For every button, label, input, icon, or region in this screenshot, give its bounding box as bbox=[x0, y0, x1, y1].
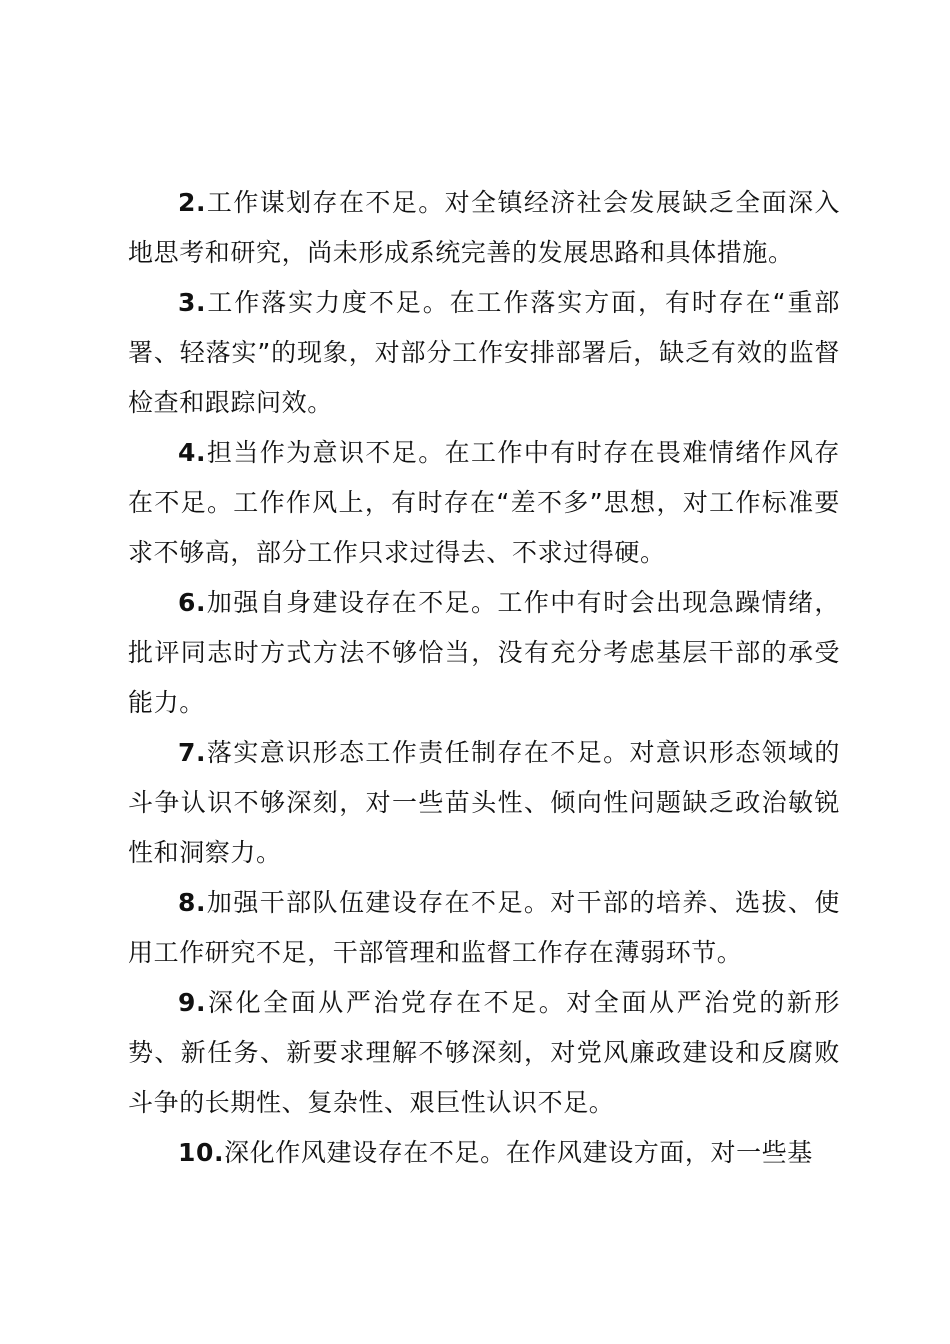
paragraph-number: 4. bbox=[178, 438, 207, 467]
paragraph-text: 工作谋划存在不足。对全镇经济社会发展缺乏全面深入地思考和研究，尚未形成系统完善的发展思路和具体措施。 bbox=[128, 188, 840, 267]
paragraph-number: 9. bbox=[178, 988, 207, 1017]
paragraph-text: 工作落实力度不足。在工作落实方面，有时存在“重部署、轻落实”的现象，对部分工作安排部署后，缺乏有效的监督检查和跟踪问效。 bbox=[128, 288, 840, 417]
paragraph-item-7 bbox=[128, 728, 840, 878]
paragraph-item-4 bbox=[128, 428, 840, 578]
paragraph-number: 8. bbox=[178, 888, 207, 917]
paragraph-text: 深化全面从严治党存在不足。对全面从严治党的新形势、新任务、新要求理解不够深刻，对党风廉政建设和反腐败斗争的长期性、复杂性、艰巨性认识不足。 bbox=[128, 988, 840, 1117]
paragraph-number: 3. bbox=[178, 288, 207, 317]
paragraph-number: 7. bbox=[178, 738, 207, 767]
paragraph-text: 加强干部队伍建设存在不足。对干部的培养、选拔、使用工作研究不足，干部管理和监督工作存在薄弱环节。 bbox=[128, 888, 840, 967]
paragraph-number: 10. bbox=[178, 1138, 225, 1167]
paragraph-text: 加强自身建设存在不足。工作中有时会出现急躁情绪，批评同志时方式方法不够恰当，没有充分考虑基层干部的承受能力。 bbox=[128, 588, 840, 717]
paragraph-number: 6. bbox=[178, 588, 207, 617]
paragraph-number: 2. bbox=[178, 188, 207, 217]
paragraph-text: 担当作为意识不足。在工作中有时存在畏难情绪作风存在不足。工作作风上，有时存在“差不多”思想，对工作标准要求不够高，部分工作只求过得去、不求过得硬。 bbox=[128, 438, 840, 567]
paragraph-text: 落实意识形态工作责任制存在不足。对意识形态领域的斗争认识不够深刻，对一些苗头性、倾向性问题缺乏政治敏锐性和洞察力。 bbox=[128, 738, 840, 867]
paragraph-item-6 bbox=[128, 578, 840, 728]
document-body bbox=[128, 178, 840, 1178]
paragraph-item-9 bbox=[128, 978, 840, 1128]
paragraph-item-8 bbox=[128, 878, 840, 978]
paragraph-item-3 bbox=[128, 278, 840, 428]
paragraph-item-2 bbox=[128, 178, 840, 278]
paragraph-item-10 bbox=[128, 1128, 840, 1178]
paragraph-text: 深化作风建设存在不足。在作风建设方面，对一些基 bbox=[224, 1138, 813, 1167]
